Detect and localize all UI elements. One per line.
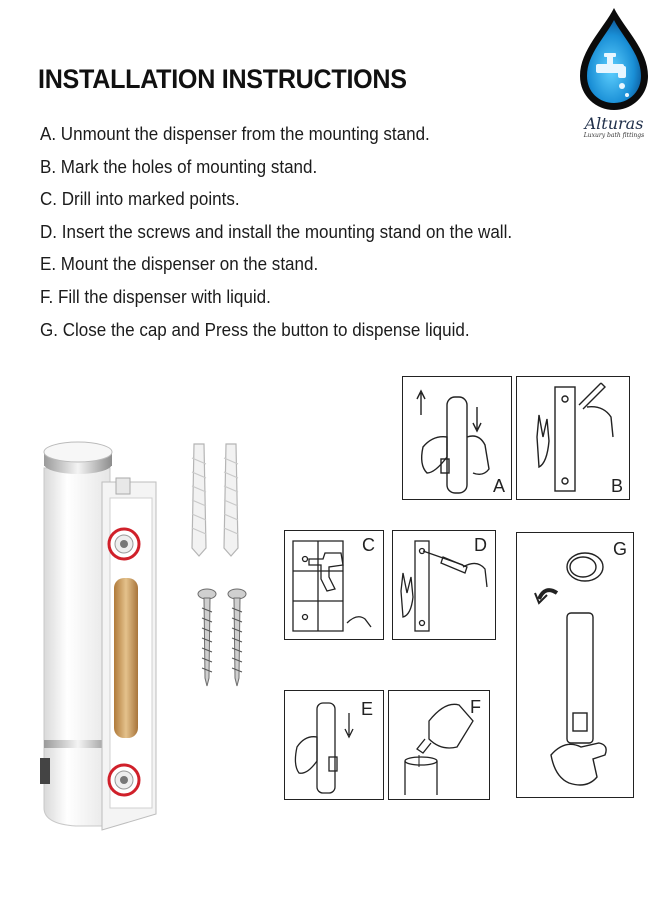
panel-b — [516, 376, 630, 500]
instruction-list — [40, 118, 553, 346]
step-g: G. Close the cap and Press the button to dispense liquid. — [40, 318, 470, 340]
page-title: INSTALLATION INSTRUCTIONS — [38, 64, 407, 94]
dispenser-product-image — [36, 438, 166, 843]
close-cap-press-button-illustration — [517, 533, 635, 799]
step-e: E. Mount the dispenser on the stand. — [40, 253, 319, 275]
step-a: A. Unmount the dispenser from the mounting stand. — [40, 123, 430, 144]
brand-logo — [574, 6, 654, 139]
screw-icon — [198, 589, 246, 686]
step-c: C. Drill into marked points. — [40, 188, 240, 210]
brand-name: Alturas — [584, 114, 644, 133]
panel-label-c: C — [362, 535, 375, 555]
panel-e — [284, 690, 384, 800]
panel-label-b: B — [610, 476, 623, 496]
hardware-image — [180, 438, 260, 703]
water-drop-faucet-logo-icon — [574, 6, 654, 116]
panel-c — [284, 530, 384, 640]
dispenser-icon — [36, 438, 166, 838]
panel-label-f: F — [470, 697, 481, 717]
step-d: D. Insert the screws and install the mounting stand on the wall. — [40, 220, 513, 242]
step-b: B. Mark the holes of mounting stand. — [40, 155, 318, 177]
wall-plug-icon — [192, 444, 238, 556]
panel-a — [402, 376, 512, 500]
panel-label-g: G — [612, 539, 627, 559]
panel-f — [388, 690, 490, 800]
step-f: F. Fill the dispenser with liquid. — [40, 285, 271, 307]
panel-label-e: E — [360, 699, 373, 719]
panel-label-d: D — [474, 535, 487, 555]
brand-tagline: Luxury bath fittings — [583, 132, 645, 139]
panel-g — [516, 532, 634, 798]
panel-label-a: A — [492, 476, 505, 496]
panel-d — [392, 530, 496, 640]
